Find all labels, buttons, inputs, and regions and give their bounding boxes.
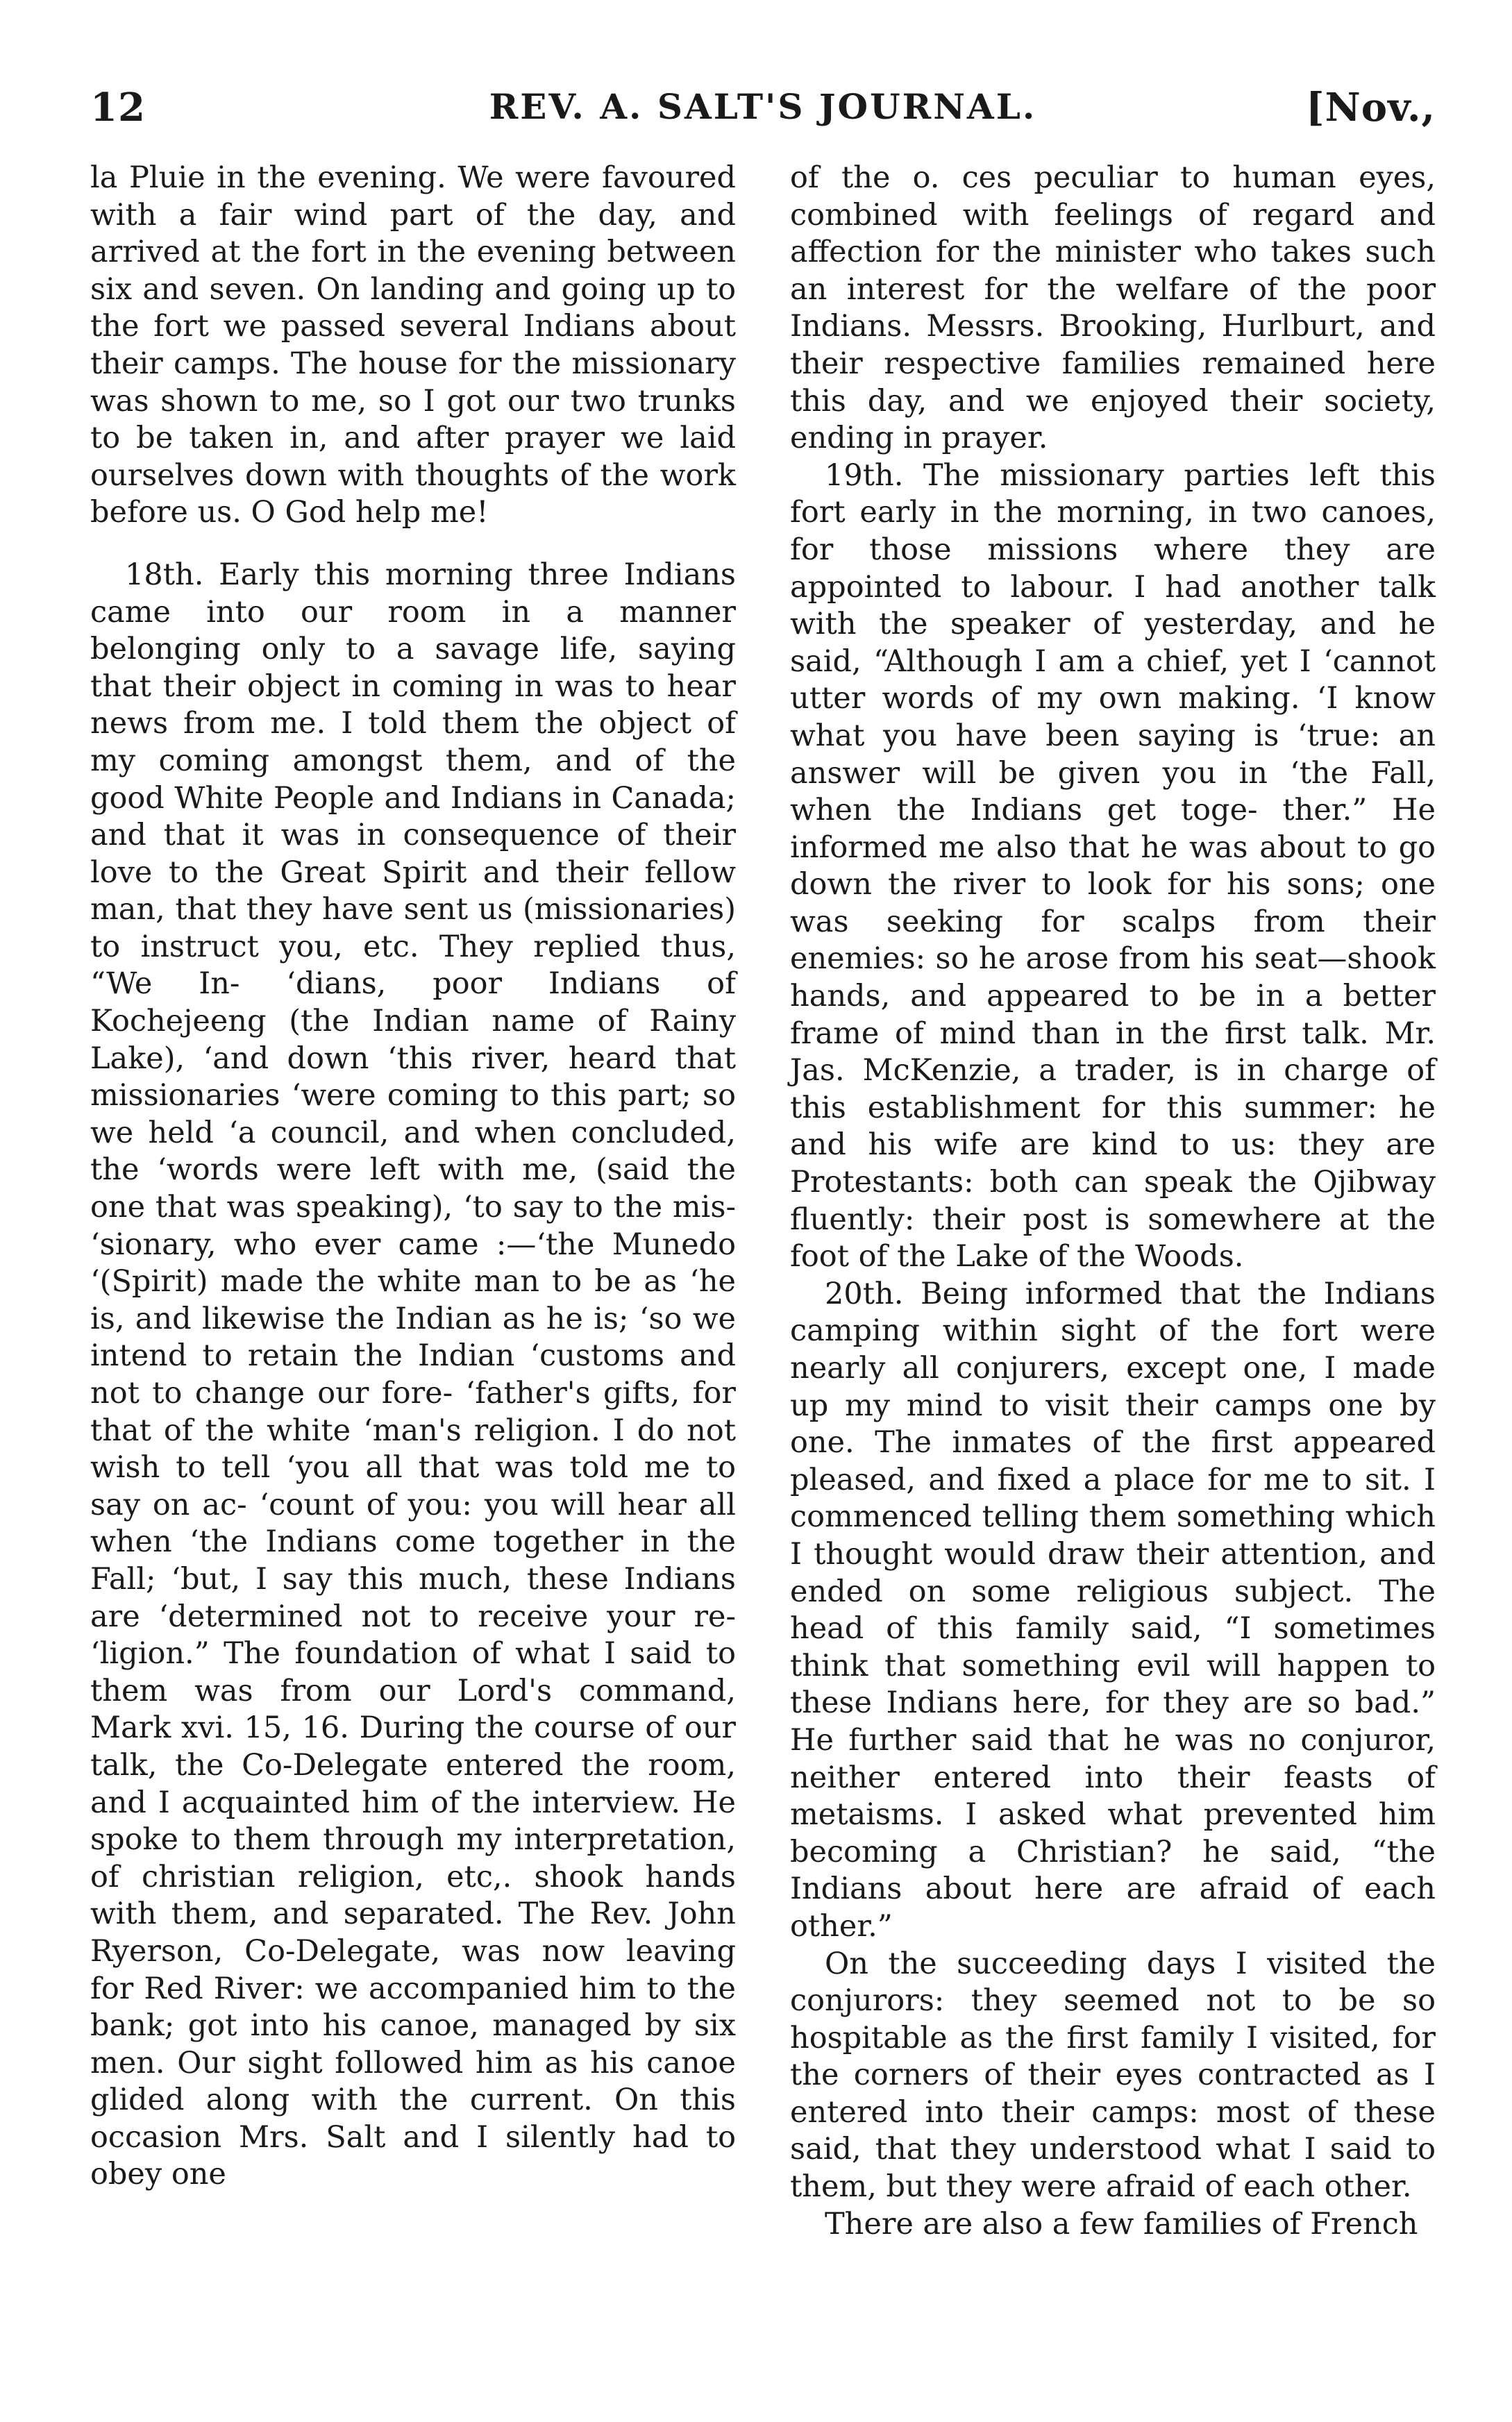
paragraph: la Pluie in the evening. We were favoured with a fair wind part of the day, and arrived at the fort in the evening between six and seven. On landing and going up to the fort we passed several Indians about their camps. The house for the missionary was shown to me, so I got our two trunks to be taken in, and after prayer we laid ourselves down with thoughts of the work before us. O God help me! (90, 160, 736, 530)
page-header (90, 76, 1436, 139)
paragraph: There are also a few families of French (825, 2206, 1418, 2242)
paragraph: of the o. ces peculiar to human eyes, combined with feelings of regard and affection for the minister who takes such an interest for the welfare of the poor Indians. Messrs. Brooking, Hurlburt, and their respective families remained here this day, and we enjoyed their society, ending in prayer. (790, 160, 1436, 456)
text-columns (90, 160, 1436, 2381)
paragraph: 18th. Early this morning three Indians came into our room in a manner belonging only to a savage life, saying that their object in coming in was to hear news from me. I told them the object of my coming amongst them, and of the good White People and Indians in Canada; and that it was in consequence of their love to the Great Spirit and their fellow man, that they have sent us (missionaries) to instruct you, etc. They replied thus, “We In‑ ‘dians, poor Indians of Kochejeeng (the Indian name of Rainy Lake), ‘and down ‘this river, heard that missionaries ‘were coming to this part; so we held ‘a council, and when concluded, the ‘words were left with me, (said the one that was speaking), ‘to say to the mis‑ ‘sionary, who ever came :—‘the Munedo ‘(Spirit) made the white man to be as ‘he is, and likewise the Indian as he is; ‘so we intend to retain the Indian ‘customs and not to change our fore‑ ‘father's gifts, for that of the white ‘man's religion. I do not wish to tell ‘you all that was told me to say on ac‑ ‘count of you: you will hear all when ‘the Indians come together in the Fall; ‘but, I say this much, these Indians are ‘determined not to receive your re‑ ‘ligion.” The foundation of what I said to them was from our Lord's command, Mark xvi. 15, 16. During the course of our talk, the Co-Delegate entered the room, and I acquainted him of the interview. He spoke to them through my interpretation, of christian religion, etc,. shook hands with them, and separated. The Rev. John Ryerson, Co-Delegate, was now leaving for Red River: we accompanied him to the bank; got into his canoe, managed by six men. Our sight followed him as his canoe glided along with the current. On this occasion Mrs. Salt and I silently had to obey one (90, 557, 736, 2192)
running-title: REV. A. SALT'S JOURNAL. (489, 86, 1037, 127)
paragraph: 20th. Being informed that the Indians camping within sight of the fort were nearly all conjurers, except one, I made up my mind to visit their camps one by one. The inmates of the first appeared pleased, and fixed a place for me to sit. I commenced telling them something which I thought would draw their attention, and ended on some religious subject. The head of this family said, “I sometimes think that something evil will happen to these Indians here, for they are so bad.” He further said that he was no conjuror, neither entered into their feasts of metaisms. I asked what prevented him becoming a Christian? he said, “the Indians about here are afraid of each other.” (790, 1276, 1436, 1944)
paragraph: On the succeeding days I visited the conjurors: they seemed not to be so hospitable as the first family I visited, for the corners of their eyes contracted as I entered into their camps: most of these said, that they understood what I said to them, but they were afraid of each other. (790, 1946, 1436, 2205)
left-column (90, 160, 736, 2194)
paragraph: 19th. The missionary parties left this fort early in the morning, in two canoes, for those missions where they are appointed to labour. I had another talk with the speaker of yesterday, and he said, “Although I am a chief, yet I ‘cannot utter words of my own making. ‘I know what you have been saying is ‘true: an answer will be given you in ‘the Fall, when the Indians get toge‑ ther.” He informed me also that he was about to go down the river to look for his sons; one was seeking for scalps from their enemies: so he arose from his seat—shook hands, and appeared to be in a better frame of mind than in the first talk. Mr. Jas. McKenzie, a trader, is in charge of this establishment for this summer: he and his wife are kind to us: they are Protestants: both can speak the Ojibway fluently: their post is somewhere at the foot of the Lake of the Woods. (790, 457, 1436, 1275)
page-number: 12 (90, 85, 146, 131)
journal-page (90, 76, 1436, 2388)
running-date: [Nov., (1306, 85, 1436, 131)
right-column (790, 160, 1436, 2243)
